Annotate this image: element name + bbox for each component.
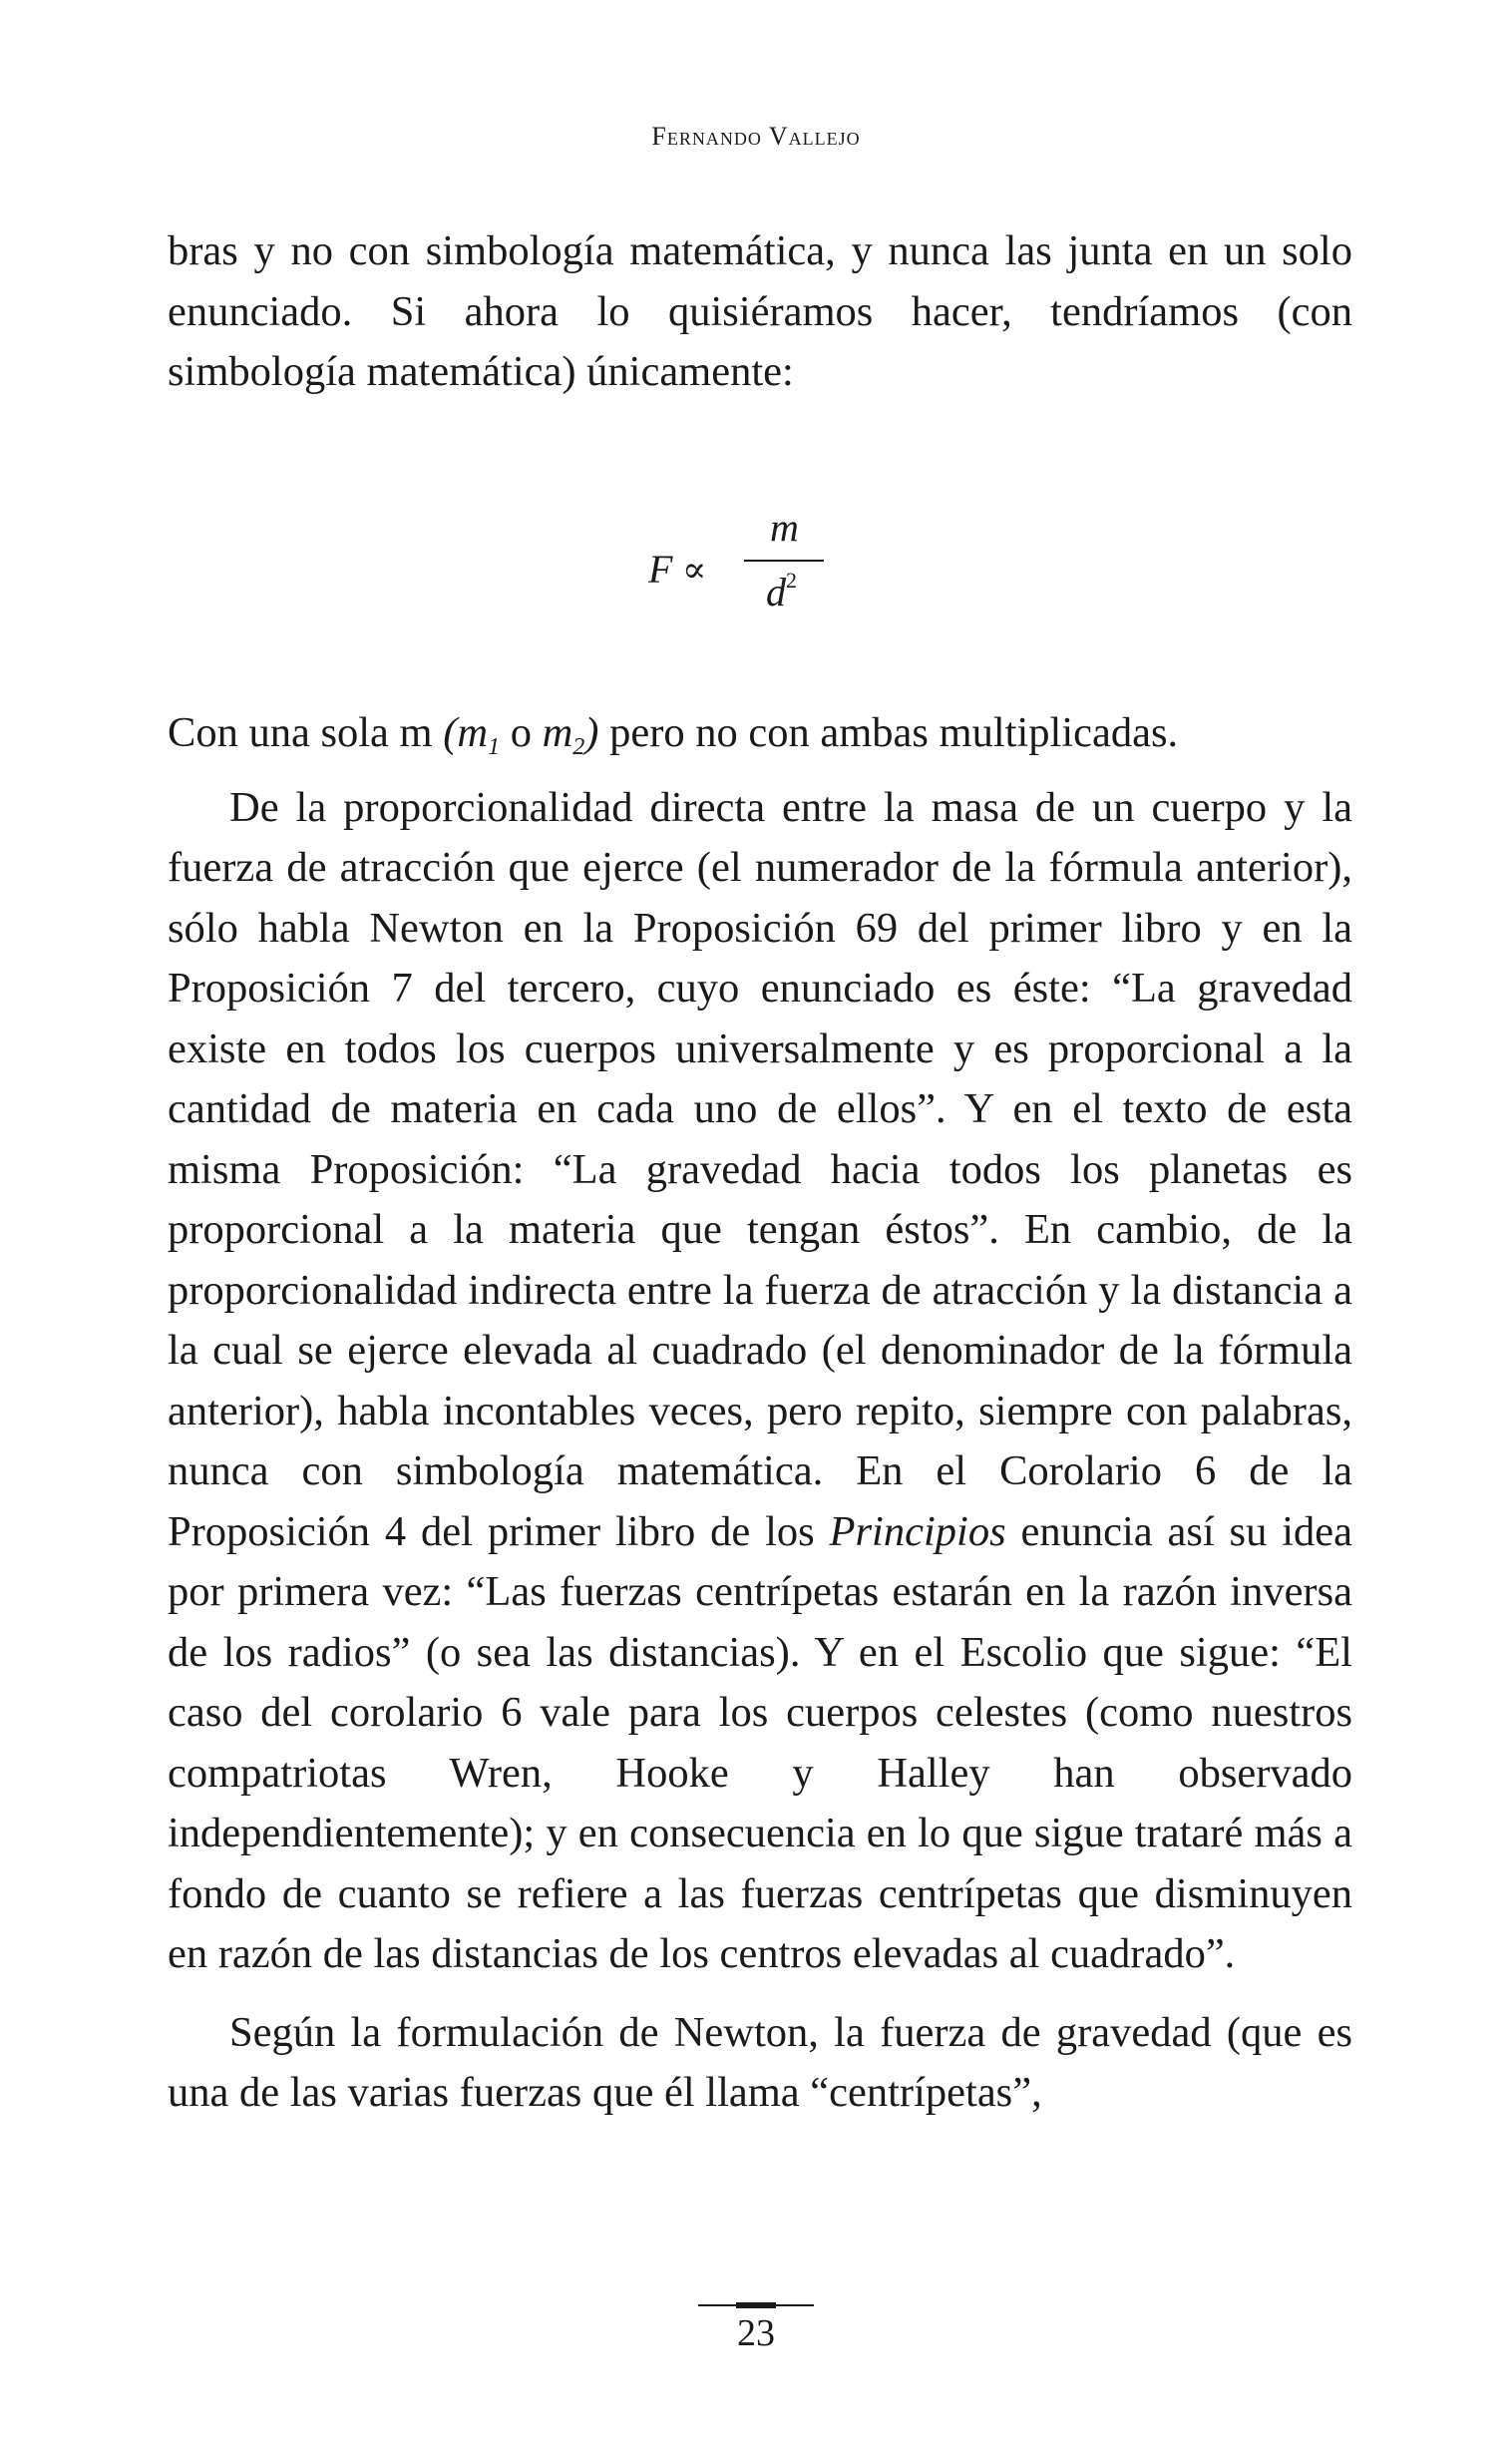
fraction-bar [744,560,824,562]
formula-denominator [766,568,797,615]
subscript-1: 1 [488,734,501,760]
page-number: 23 [737,2312,775,2354]
paragraph-continuation: bras y no con simbología matemática, y nunca las junta en un solo enunciado. Si ahora lo quisiéramos hacer, tendríamos (con simbología matemática) únicamente: [168,227,1352,395]
formula-distance: d [766,570,786,614]
formula-exponent: 2 [786,568,797,593]
mass-variable-2: m [542,709,573,756]
page-footer [698,2302,814,2358]
paren-close: ) [584,709,599,756]
page-number-ornament [698,2302,814,2306]
proportional-symbol: ∝ [682,550,707,590]
formula-force: F [648,547,673,592]
book-title-principios: Principios [829,1507,1006,1555]
subscript-2: 2 [572,734,585,760]
paragraph-text: enuncia así su idea por primera vez: “Las fuerzas centrípetas estarán en la razón inversa de los radios” (o sea las distancias). Y en el Escolio que sigue: “El caso del corolario 6 vale para los cuerpos celestes (como nuestros compatriotas Wren, Hooke y Halley han observado independientemente); y en consecuencia en lo que sigue trataré más a fondo de cuanto se refiere a las fuerzas centrípetas que disminuyen en razón de las distancias de los centros elevadas al cuadrado”. [168,1507,1352,1977]
paragraph-text: Con una sola m [168,709,444,756]
paragraph-text: pero no con ambas multiplicadas. [598,709,1179,756]
conjunction: o [500,709,543,756]
mass-variable-1: m [457,709,489,756]
paragraph-newton-propositions [168,778,1352,1985]
body-text [168,703,1352,2124]
formula-proportionality [648,504,888,633]
paragraph-newton-formulation: Según la formulación de Newton, la fuerza de gravedad (que es una de las varias fuerzas que él llama “centrípetas”, [168,2008,1352,2116]
paragraph-single-mass [168,703,1352,778]
formula-numerator: m [770,505,799,550]
paren-open: ( [443,709,458,756]
paragraph-text: De la proporcionalidad directa entre la masa de un cuerpo y la fuerza de atracción que ejerce (el numerador de la fórmula anterior), sólo habla Newton en la Proposición 69 del primer libro y en la Proposición 7 del tercero, cuyo enunciado es éste: “La gravedad existe en todos los cuerpos universalmente y es proporcional a la cantidad de materia en cada uno de ellos”. Y en el texto de esta misma Proposición: “La gravedad hacia todos los planetas es proporcional a la materia que tengan éstos”. En cambio, de la proporcionalidad indirecta entre la fuerza de atracción y la distancia a la cual se ejerce elevada al cuadrado (el denominador de la fórmula anterior), habla incontables veces, pero repito, siempre con palabras, nunca con simbología matemática. En el Corolario 6 de la Proposición 4 del primer libro de los [168,783,1352,1555]
running-header: Fernando Vallejo [651,122,861,151]
